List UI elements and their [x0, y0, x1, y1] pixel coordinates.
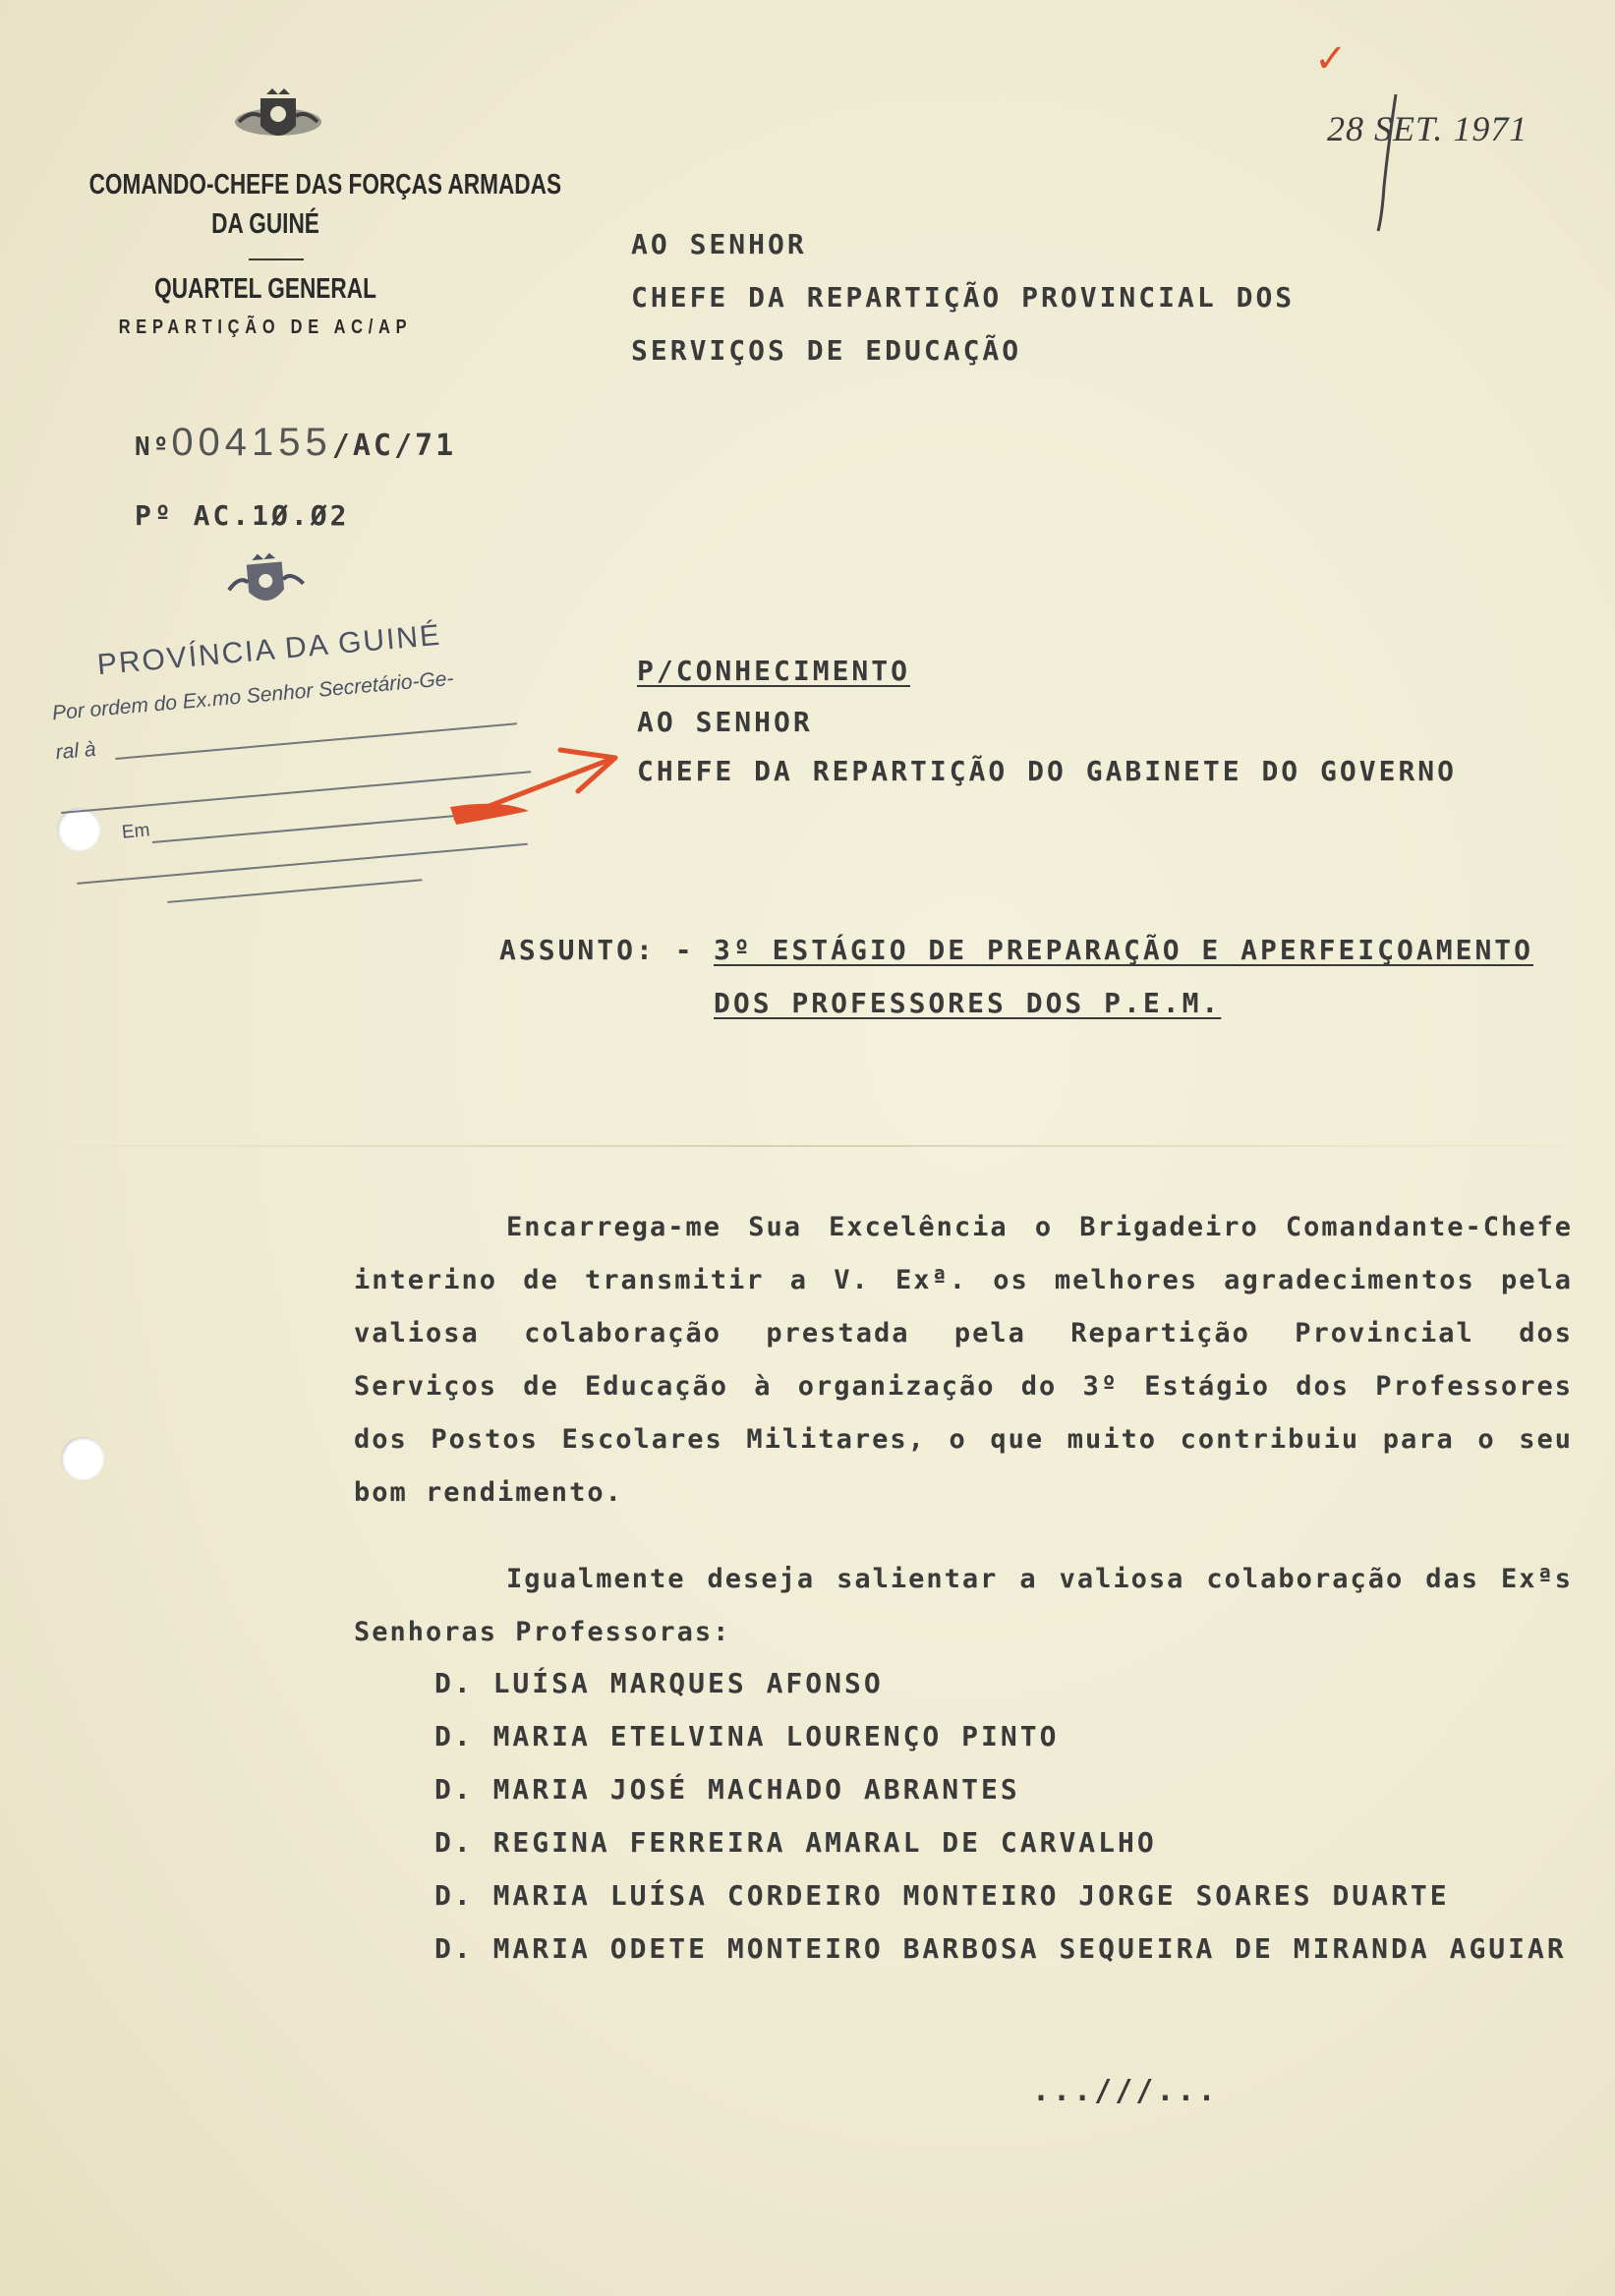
body-paragraph-1: Encarrega-me Sua Excelência o Brigadeiro Comandante-Chefe interino de transmitir a V. Exª. os melhores agradecimentos pela valiosa colaboração prestada pela Repartição Provincial dos Serviços de Educação à organização do 3º Estágio dos Professores dos Postos Escolares Militares, o que muito contribuiu para o seu bom rendimento. — [354, 1212, 1573, 1508]
stamp-rule-4 — [77, 843, 527, 885]
paper-fold — [0, 1145, 1615, 1147]
stamp-line-3: Em — [121, 820, 151, 843]
addressee-line-2: CHEFE DA REPARTIÇÃO PROVINCIAL DOS — [631, 281, 1296, 314]
coat-of-arms-emblem — [231, 86, 325, 157]
stamp-line-1: Por ordem do Ex.mo Senhor Secretário-Ge- — [51, 666, 455, 725]
stamp-emblem — [216, 549, 317, 631]
teacher-list-item: D. MARIA ETELVINA LOURENÇO PINTO — [434, 1720, 1060, 1752]
subject-line-1: 3º ESTÁGIO DE PREPARAÇÃO E APERFEIÇOAMENTO — [714, 934, 1534, 966]
letterhead-line-3: QUARTEL GENERAL — [154, 273, 376, 305]
teacher-list-item: D. REGINA FERREIRA AMARAL DE CARVALHO — [434, 1826, 1157, 1859]
cc-label: P/CONHECIMENTO — [637, 655, 911, 687]
reference-prefix: Nº — [135, 432, 172, 462]
process-number: Pº AC.1Ø.Ø2 — [135, 499, 350, 532]
letterhead-line-1: COMANDO-CHEFE DAS FORÇAS ARMADAS — [88, 169, 562, 201]
red-pencil-arrow — [442, 742, 619, 835]
teacher-list-item: D. MARIA JOSÉ MACHADO ABRANTES — [434, 1773, 1020, 1806]
teacher-list-item: D. MARIA LUÍSA CORDEIRO MONTEIRO JORGE SOARES DUARTE — [434, 1879, 1450, 1912]
subject-label: ASSUNTO: - — [499, 934, 695, 966]
letterhead-line-4: REPARTIÇÃO DE AC/AP — [118, 316, 413, 338]
stamp-rule-5 — [167, 879, 422, 903]
letterhead-line-2: DA GUINÉ — [211, 208, 319, 240]
signature-stroke — [1356, 88, 1415, 241]
stamp-line-2: ral à — [54, 737, 97, 765]
continuation-mark: ...///... — [1032, 2074, 1219, 2108]
punch-hole-bottom — [61, 1437, 104, 1480]
handwritten-date: 28 SET. 1971 — [1327, 109, 1528, 148]
addressee-line-3: SERVIÇOS DE EDUCAÇÃO — [631, 334, 1022, 367]
cc-line-1: AO SENHOR — [637, 706, 813, 738]
addressee-line-1: AO SENHOR — [631, 228, 807, 260]
reference-number: 004155 — [171, 421, 332, 464]
reference-number-line — [135, 421, 456, 465]
reference-suffix: /AC/71 — [331, 429, 457, 463]
letterhead-divider — [249, 258, 304, 260]
stamp-title: PROVÍNCIA DA GUINÉ — [95, 618, 443, 682]
teacher-list-item: D. LUÍSA MARQUES AFONSO — [434, 1667, 884, 1699]
subject-line-2: DOS PROFESSORES DOS P.E.M. — [714, 987, 1222, 1019]
red-check-mark: ✓ — [1314, 36, 1348, 81]
province-stamp — [39, 524, 539, 898]
teacher-list-item: D. MARIA ODETE MONTEIRO BARBOSA SEQUEIRA DE MIRANDA AGUIAR — [434, 1932, 1567, 1965]
body-paragraph-2: Igualmente deseja salientar a valiosa colaboração das Exªs Senhoras Professoras: — [354, 1564, 1573, 1647]
cc-line-2: CHEFE DA REPARTIÇÃO DO GABINETE DO GOVERNO — [637, 755, 1458, 787]
